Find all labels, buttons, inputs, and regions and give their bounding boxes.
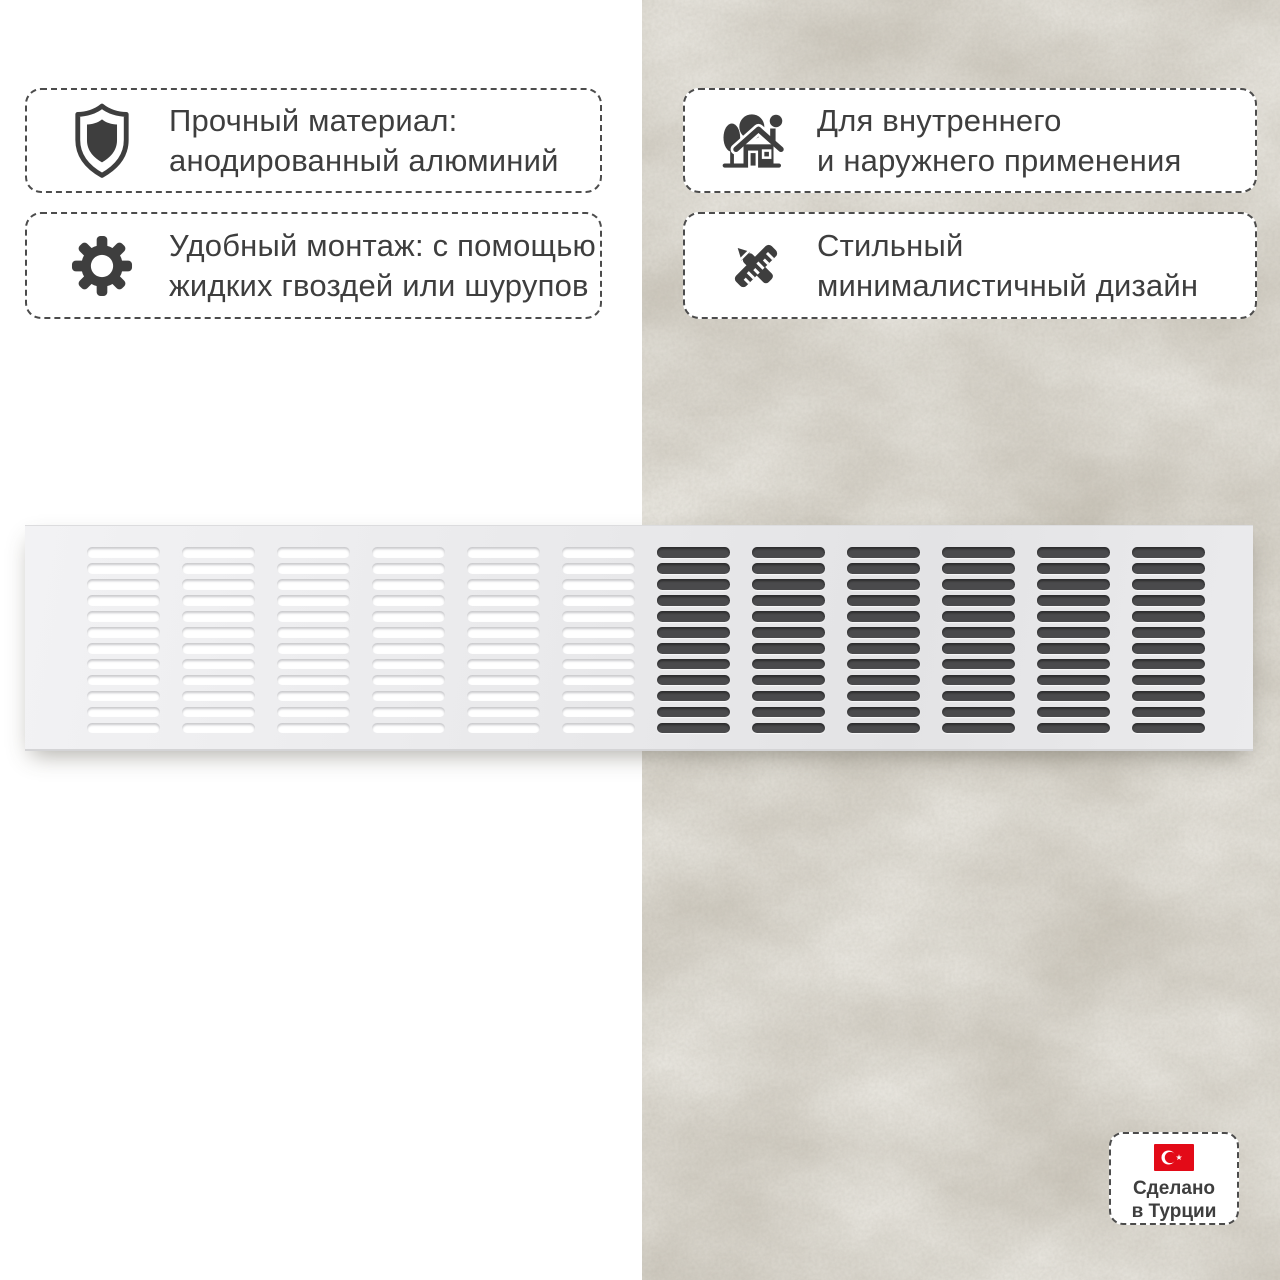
- grille-slot: [87, 659, 160, 670]
- grille-slot: [277, 579, 350, 590]
- grille-slot: [1132, 659, 1205, 670]
- grille-slot: [1132, 611, 1205, 622]
- feature-badge-montage: [25, 212, 602, 319]
- grille-slot-column: [562, 547, 635, 733]
- grille-slot: [467, 723, 540, 734]
- grille-slot: [562, 611, 635, 622]
- grille-slot: [942, 611, 1015, 622]
- grille-slot: [1037, 675, 1110, 686]
- grille-slot: [752, 707, 825, 718]
- grille-slot: [1037, 707, 1110, 718]
- grille-slot: [847, 595, 920, 606]
- grille-slot: [1037, 627, 1110, 638]
- grille-plate: [25, 525, 1253, 751]
- grille-slot: [847, 643, 920, 654]
- grille-slot: [372, 611, 445, 622]
- grille-slot: [182, 563, 255, 574]
- grille-slot: [847, 723, 920, 734]
- grille-slot: [657, 563, 730, 574]
- grille-slot-column: [372, 547, 445, 733]
- grille-slot: [1037, 611, 1110, 622]
- grille-slot: [942, 547, 1015, 558]
- grille-slot: [277, 675, 350, 686]
- grille-slot: [657, 659, 730, 670]
- grille-slot: [277, 627, 350, 638]
- grille-slot: [942, 643, 1015, 654]
- grille-slot: [657, 675, 730, 686]
- grille-slot: [1132, 723, 1205, 734]
- feature-badge-material: [25, 88, 602, 193]
- grille-slot: [752, 675, 825, 686]
- grille-slot: [372, 547, 445, 558]
- grille-slot: [942, 723, 1015, 734]
- grille-slot: [372, 707, 445, 718]
- grille-slot: [467, 595, 540, 606]
- grille-slot: [87, 643, 160, 654]
- grille-slot: [752, 563, 825, 574]
- grille-slot: [847, 547, 920, 558]
- grille-slot: [942, 627, 1015, 638]
- grille-slot: [87, 691, 160, 702]
- grille-slot-column: [182, 547, 255, 733]
- gear-icon: [67, 235, 137, 297]
- grille-slot: [752, 691, 825, 702]
- grille-slot: [87, 707, 160, 718]
- grille-slot: [562, 547, 635, 558]
- grille-slot: [277, 691, 350, 702]
- grille-slot: [87, 579, 160, 590]
- grille-slot-column: [657, 547, 730, 733]
- grille-slot: [657, 643, 730, 654]
- grille-slot: [467, 691, 540, 702]
- grille-slot: [562, 595, 635, 606]
- grille-slot: [657, 723, 730, 734]
- grille-slot: [752, 595, 825, 606]
- grille-slot: [182, 595, 255, 606]
- grille-slot: [467, 627, 540, 638]
- feature-text-montage: Удобный монтаж: с помощью жидких гвоздей или шурупов: [169, 227, 597, 303]
- grille-slot: [562, 723, 635, 734]
- grille-slot: [87, 563, 160, 574]
- feature-badge-usage: [683, 88, 1257, 193]
- grille-slot: [467, 643, 540, 654]
- grille-slot: [277, 595, 350, 606]
- grille-slot: [182, 643, 255, 654]
- grille-slot: [942, 563, 1015, 574]
- grille-slot: [372, 627, 445, 638]
- grille-slot: [562, 643, 635, 654]
- grille-slot: [277, 611, 350, 622]
- feature-text-design: Стильный минималистичный дизайн: [817, 227, 1199, 303]
- grille-slot: [467, 547, 540, 558]
- grille-slot: [942, 659, 1015, 670]
- grille-slot: [467, 675, 540, 686]
- grille-slot: [277, 723, 350, 734]
- grille-slot: [182, 659, 255, 670]
- grille-slot: [1132, 627, 1205, 638]
- grille-slot: [942, 675, 1015, 686]
- grille-slot: [87, 547, 160, 558]
- feature-badge-design: [683, 212, 1257, 319]
- grille-slot: [942, 579, 1015, 590]
- grille-slot: [942, 691, 1015, 702]
- grille-slot: [182, 611, 255, 622]
- grille-slot: [277, 659, 350, 670]
- grille-slot: [847, 611, 920, 622]
- grille-slot: [1037, 723, 1110, 734]
- grille-slot: [87, 675, 160, 686]
- grille-slot: [657, 691, 730, 702]
- grille-slot: [657, 611, 730, 622]
- grille-slot: [562, 675, 635, 686]
- grille-slot: [657, 579, 730, 590]
- grille-slots: [87, 547, 1205, 733]
- house-icon: [721, 108, 791, 174]
- grille-slot-column: [1132, 547, 1205, 733]
- grille-slot: [372, 675, 445, 686]
- grille-slot: [752, 547, 825, 558]
- grille-slot: [87, 595, 160, 606]
- grille-slot: [1037, 659, 1110, 670]
- grille-slot: [752, 723, 825, 734]
- grille-slot-column: [942, 547, 1015, 733]
- grille-slot-column: [847, 547, 920, 733]
- turkey-flag-icon: [1154, 1144, 1194, 1171]
- grille-slot: [1037, 595, 1110, 606]
- grille-slot: [562, 691, 635, 702]
- grille-slot: [1037, 563, 1110, 574]
- grille-slot: [847, 627, 920, 638]
- grille-slot: [1037, 579, 1110, 590]
- grille-slot: [847, 707, 920, 718]
- grille-slot: [752, 579, 825, 590]
- grille-slot: [467, 579, 540, 590]
- grille-slot: [87, 627, 160, 638]
- grille-slot: [1132, 579, 1205, 590]
- grille-slot: [277, 547, 350, 558]
- grille-slot: [372, 595, 445, 606]
- grille-slot: [1132, 595, 1205, 606]
- made-in-label: Сделано в Турции: [1131, 1178, 1217, 1222]
- grille-slot: [182, 707, 255, 718]
- grille-slot: [942, 595, 1015, 606]
- grille-slot: [752, 611, 825, 622]
- grille-slot: [562, 579, 635, 590]
- grille-slot: [1132, 643, 1205, 654]
- grille-slot: [1037, 643, 1110, 654]
- grille-slot: [182, 691, 255, 702]
- feature-text-usage: Для внутреннего и наружнего применения: [817, 102, 1182, 178]
- grille-slot: [752, 627, 825, 638]
- grille-slot: [752, 643, 825, 654]
- made-in-badge: [1109, 1132, 1239, 1225]
- grille-slot: [182, 547, 255, 558]
- grille-slot: [562, 563, 635, 574]
- grille-slot: [847, 579, 920, 590]
- grille-slot: [277, 643, 350, 654]
- grille-slot: [182, 675, 255, 686]
- grille-slot: [372, 563, 445, 574]
- grille-slot: [1132, 563, 1205, 574]
- grille-slot: [847, 691, 920, 702]
- grille-slot: [372, 579, 445, 590]
- grille-slot-column: [752, 547, 825, 733]
- feature-text-material: Прочный материал: анодированный алюминий: [169, 102, 559, 178]
- grille-slot: [657, 595, 730, 606]
- grille-slot: [1037, 691, 1110, 702]
- grille-slot: [182, 723, 255, 734]
- grille-slot: [847, 659, 920, 670]
- grille-slot: [467, 707, 540, 718]
- grille-slot: [657, 707, 730, 718]
- shield-icon: [67, 103, 137, 179]
- grille-slot: [372, 643, 445, 654]
- grille-slot: [467, 659, 540, 670]
- grille-slot: [562, 659, 635, 670]
- grille-slot: [1132, 707, 1205, 718]
- grille-slot: [752, 659, 825, 670]
- grille-slot-column: [277, 547, 350, 733]
- grille-slot: [942, 707, 1015, 718]
- grille-slot: [847, 675, 920, 686]
- grille-slot-column: [87, 547, 160, 733]
- grille-slot: [467, 563, 540, 574]
- grille-slot: [372, 723, 445, 734]
- grille-slot: [277, 707, 350, 718]
- grille-slot: [182, 627, 255, 638]
- grille-slot: [657, 547, 730, 558]
- grille-slot: [87, 723, 160, 734]
- grille-slot: [1132, 691, 1205, 702]
- grille-slot: [87, 611, 160, 622]
- grille-slot: [372, 691, 445, 702]
- grille-slot: [1132, 675, 1205, 686]
- grille-slot: [372, 659, 445, 670]
- grille-slot: [847, 563, 920, 574]
- grille-slot: [277, 563, 350, 574]
- grille-slot-column: [1037, 547, 1110, 733]
- pencil-ruler-icon: [721, 235, 791, 297]
- grille-slot: [182, 579, 255, 590]
- grille-slot: [562, 707, 635, 718]
- grille-slot-column: [467, 547, 540, 733]
- grille-slot: [467, 611, 540, 622]
- grille-slot: [562, 627, 635, 638]
- grille-slot: [657, 627, 730, 638]
- grille-slot: [1037, 547, 1110, 558]
- grille-slot: [1132, 547, 1205, 558]
